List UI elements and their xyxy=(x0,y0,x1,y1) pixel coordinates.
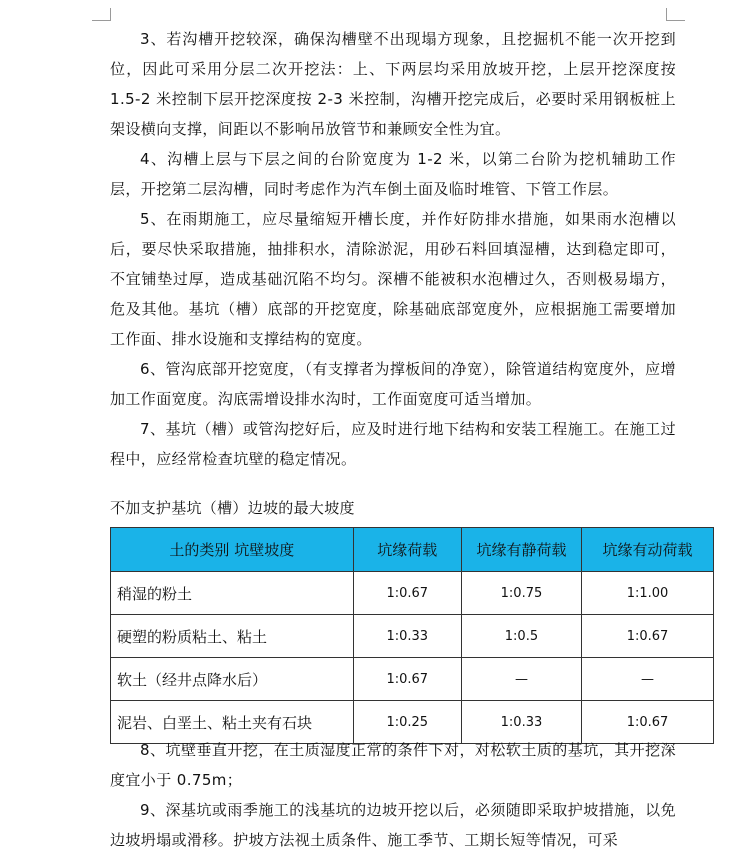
table-row xyxy=(111,658,714,701)
slope-table xyxy=(110,527,714,744)
table-cell: 1:1.00 xyxy=(582,572,714,615)
table-cell: — xyxy=(461,658,581,701)
table-cell: 1:0.33 xyxy=(353,615,461,658)
table-caption: 不加支护基坑（槽）边坡的最大坡度 xyxy=(110,499,355,517)
table-cell: 1:0.5 xyxy=(461,615,581,658)
table-cell: 1:0.25 xyxy=(353,701,461,744)
table-cell: 1:0.67 xyxy=(582,615,714,658)
table-section xyxy=(110,493,714,748)
paragraph-7: 7、基坑（槽）或管沟挖好后，应及时进行地下结构和安装工程施工。在施工过程中，应经常检查坑壁的稳定情况。 xyxy=(110,420,676,468)
table-row xyxy=(111,615,714,658)
header-edge-load: 坑缘荷载 xyxy=(353,528,461,572)
table-row xyxy=(111,572,714,615)
page-corner-mark-right xyxy=(666,8,685,21)
table-cell: 1:0.75 xyxy=(461,572,581,615)
table-cell: 1:0.67 xyxy=(353,572,461,615)
header-dynamic-load: 坑缘有动荷载 xyxy=(582,528,714,572)
paragraph-8: 8、坑壁垂直开挖，在土质湿度正常的条件下对，对松软土质的基坑，其开挖深度宜小于 0.75m； xyxy=(110,741,676,789)
table-header-row xyxy=(111,528,714,572)
table-cell-soil: 软土（经井点降水后） xyxy=(111,658,354,701)
table-cell-soil: 硬塑的粉质粘土、粘土 xyxy=(111,615,354,658)
page-corner-mark-left xyxy=(92,8,111,21)
table-cell: — xyxy=(582,658,714,701)
header-static-load: 坑缘有静荷载 xyxy=(461,528,581,572)
header-soil-type: 土的类别 坑壁坡度 xyxy=(111,528,354,572)
table-cell: 1:0.67 xyxy=(582,701,714,744)
paragraph-5: 5、在雨期施工，应尽量缩短开槽长度，并作好防排水措施，如果雨水泡槽以后，要尽快采取措施，抽排积水，清除淤泥，用砂石料回填湿槽，达到稳定即可，不宜铺垫过厚，造成基础沉陷不均匀。深槽不能被积水泡槽过久，否则极易塌方，危及其他。基坑（槽）底部的开挖宽度，除基础底部宽度外，应根据施工需要增加工作面、排水设施和支撑结构的宽度。 xyxy=(110,210,676,348)
table-cell: 1:0.33 xyxy=(461,701,581,744)
paragraph-4: 4、沟槽上层与下层之间的台阶宽度为 1-2 米，以第二台阶为挖机辅助工作层，开挖第二层沟槽，同时考虑作为汽车倒土面及临时堆管、下管工作层。 xyxy=(110,150,676,198)
document-body xyxy=(110,24,676,474)
table-cell: 1:0.67 xyxy=(353,658,461,701)
document-body-continued xyxy=(110,735,676,855)
paragraph-6: 6、管沟底部开挖宽度，（有支撑者为撑板间的净宽），除管道结构宽度外，应增加工作面宽度。沟底需增设排水沟时，工作面宽度可适当增加。 xyxy=(110,360,676,408)
table-cell-soil: 稍湿的粉土 xyxy=(111,572,354,615)
paragraph-9: 9、深基坑或雨季施工的浅基坑的边坡开挖以后，必须随即采取护坡措施，以免边坡坍塌或滑移。护坡方法视土质条件、施工季节、工期长短等情况，可采 xyxy=(110,801,676,849)
paragraph-3: 3、若沟槽开挖较深，确保沟槽壁不出现塌方现象，且挖掘机不能一次开挖到位，因此可采用分层二次开挖法：上、下两层均采用放坡开挖，上层开挖深度按 1.5-2 米控制下层开挖深度按 2-3 米控制，沟槽开挖完成后，必要时采用钢板桩上架设横向支撑，间距以不影响吊放管节和兼顾安全性为宜。 xyxy=(110,30,676,138)
table-cell-soil: 泥岩、白垩土、粘土夹有石块 xyxy=(111,701,354,744)
